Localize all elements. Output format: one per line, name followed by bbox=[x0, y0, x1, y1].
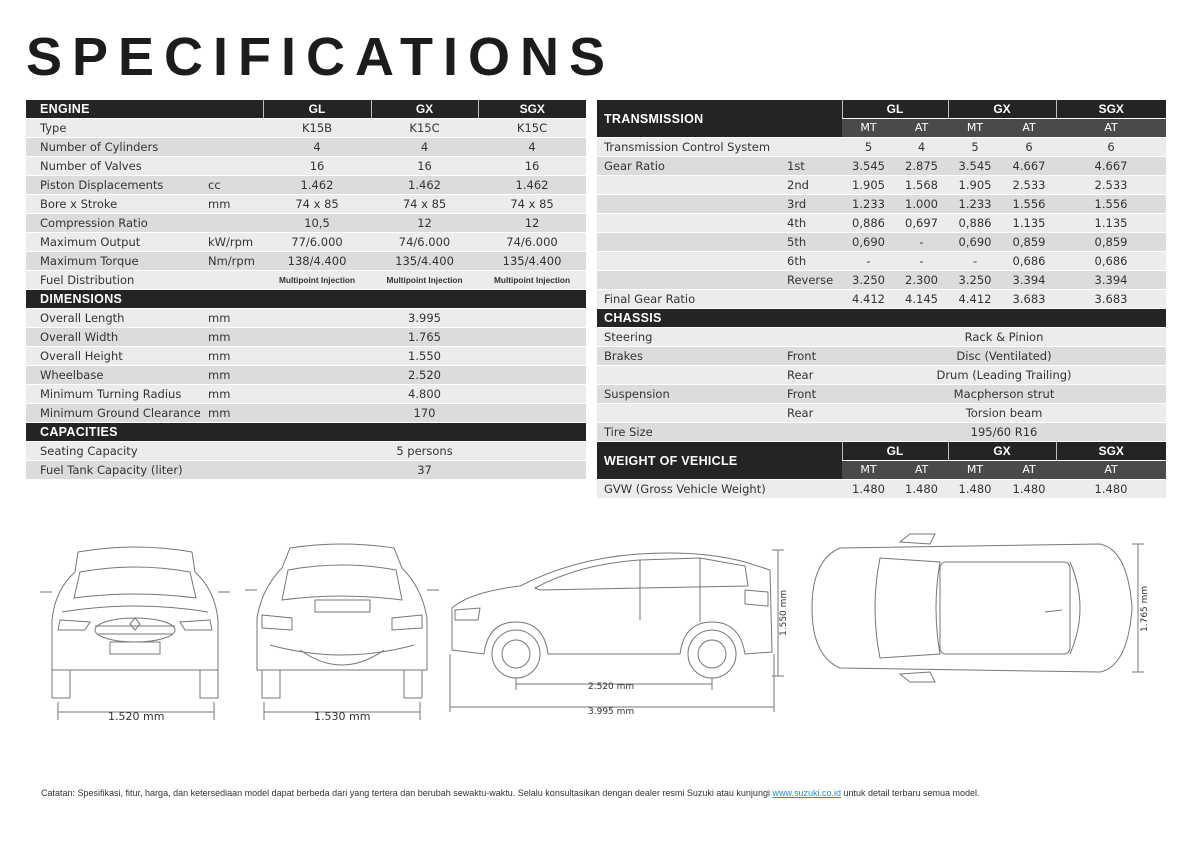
row-sub: Rear bbox=[783, 366, 842, 385]
engine-dimensions-table bbox=[26, 100, 586, 480]
cell: 0,686 bbox=[1002, 252, 1056, 271]
row-label: Final Gear Ratio bbox=[597, 290, 842, 309]
cell: 2.520 bbox=[263, 366, 586, 385]
front-track-label: 1.520 mm bbox=[108, 710, 165, 723]
row-sub: Front bbox=[783, 347, 842, 366]
cell: 170 bbox=[263, 404, 586, 423]
row-unit: mm bbox=[204, 366, 263, 385]
row-label: Type bbox=[26, 119, 204, 138]
sub-at: AT bbox=[1002, 119, 1056, 138]
cell: 1.480 bbox=[948, 480, 1002, 499]
footnote-text-end: untuk detail terbaru semua model. bbox=[840, 788, 980, 798]
row-label: Tire Size bbox=[597, 423, 783, 442]
row-unit bbox=[204, 214, 263, 233]
cell: K15B bbox=[263, 119, 371, 138]
variant-gl: GL bbox=[842, 442, 948, 461]
sub-at: AT bbox=[895, 119, 948, 138]
cell: 4.412 bbox=[842, 290, 895, 309]
length-label: 3.995 mm bbox=[588, 707, 635, 717]
table-row bbox=[597, 347, 1166, 366]
cell: - bbox=[895, 252, 948, 271]
cell: 4 bbox=[263, 138, 371, 157]
table-row bbox=[26, 195, 586, 214]
cell: 5 bbox=[948, 138, 1002, 157]
cell: 0,697 bbox=[895, 214, 948, 233]
gear-label: 1st bbox=[783, 157, 842, 176]
row-sub: Rear bbox=[783, 404, 842, 423]
cell: 4 bbox=[478, 138, 586, 157]
chassis-header-row bbox=[597, 309, 1166, 328]
cell: 3.545 bbox=[842, 157, 895, 176]
cell: 0,859 bbox=[1056, 233, 1166, 252]
cell: 0,686 bbox=[1056, 252, 1166, 271]
table-row bbox=[597, 290, 1166, 309]
row-unit: kW/rpm bbox=[204, 233, 263, 252]
table-row bbox=[597, 252, 1166, 271]
sub-at: AT bbox=[1056, 461, 1166, 480]
row-sub bbox=[783, 423, 842, 442]
table-row bbox=[26, 461, 586, 480]
cell: 1.905 bbox=[842, 176, 895, 195]
transmission-header: TRANSMISSION bbox=[597, 100, 842, 138]
cell: - bbox=[895, 233, 948, 252]
cell: 0,886 bbox=[948, 214, 1002, 233]
cell: 12 bbox=[371, 214, 478, 233]
variant-gl: GL bbox=[263, 100, 371, 119]
table-row bbox=[26, 233, 586, 252]
cell: - bbox=[948, 252, 1002, 271]
cell: 0,886 bbox=[842, 214, 895, 233]
transmission-chassis-table bbox=[597, 100, 1166, 499]
cell: 195/60 R16 bbox=[842, 423, 1166, 442]
row-label: Wheelbase bbox=[26, 366, 204, 385]
row-label: Fuel Distribution bbox=[26, 271, 204, 290]
table-row bbox=[597, 271, 1166, 290]
row-unit bbox=[204, 119, 263, 138]
cell: 3.995 bbox=[263, 309, 586, 328]
row-label: Transmission Control System bbox=[597, 138, 842, 157]
weight-header: WEIGHT OF VEHICLE bbox=[597, 442, 842, 480]
cell: 4.667 bbox=[1002, 157, 1056, 176]
chassis-header: CHASSIS bbox=[597, 309, 1166, 328]
cell: 1.480 bbox=[1002, 480, 1056, 499]
cell: Multipoint Injection bbox=[263, 271, 371, 290]
table-row bbox=[26, 404, 586, 423]
cell: 3.250 bbox=[842, 271, 895, 290]
engine-header: ENGINE bbox=[26, 100, 263, 119]
table-row bbox=[597, 214, 1166, 233]
cell: 1.480 bbox=[895, 480, 948, 499]
row-unit: cc bbox=[204, 176, 263, 195]
sub-mt: MT bbox=[948, 461, 1002, 480]
table-row bbox=[597, 385, 1166, 404]
row-unit: mm bbox=[204, 309, 263, 328]
sub-at: AT bbox=[1002, 461, 1056, 480]
cell: 5 bbox=[842, 138, 895, 157]
row-label: Overall Height bbox=[26, 347, 204, 366]
suzuki-website-link[interactable]: www.suzuki.co.id bbox=[772, 788, 841, 798]
table-row bbox=[26, 366, 586, 385]
cell: 3.394 bbox=[1002, 271, 1056, 290]
table-row bbox=[597, 233, 1166, 252]
variant-sgx: SGX bbox=[478, 100, 586, 119]
rear-track-label: 1.530 mm bbox=[314, 710, 371, 723]
cell: 4.667 bbox=[1056, 157, 1166, 176]
row-label: Compression Ratio bbox=[26, 214, 204, 233]
table-row bbox=[26, 252, 586, 271]
row-unit: mm bbox=[204, 347, 263, 366]
cell: 1.480 bbox=[842, 480, 895, 499]
cell: 3.545 bbox=[948, 157, 1002, 176]
front-view-drawing bbox=[40, 547, 230, 720]
table-row bbox=[26, 157, 586, 176]
capacities-header-row bbox=[26, 423, 586, 442]
cell: 1.462 bbox=[263, 176, 371, 195]
table-row bbox=[597, 423, 1166, 442]
row-unit: mm bbox=[204, 328, 263, 347]
cell: 4 bbox=[895, 138, 948, 157]
cell: 0,690 bbox=[842, 233, 895, 252]
cell: 138/4.400 bbox=[263, 252, 371, 271]
cell: 74/6.000 bbox=[478, 233, 586, 252]
cell: 1.480 bbox=[1056, 480, 1166, 499]
table-row bbox=[26, 309, 586, 328]
cell: Drum (Leading Trailing) bbox=[842, 366, 1166, 385]
cell: 16 bbox=[478, 157, 586, 176]
row-label bbox=[597, 366, 783, 385]
width-label: 1.765 mm bbox=[1140, 585, 1150, 632]
row-unit: mm bbox=[204, 385, 263, 404]
table-row bbox=[26, 176, 586, 195]
table-row bbox=[597, 176, 1166, 195]
cell: 74 x 85 bbox=[371, 195, 478, 214]
sub-at: AT bbox=[1056, 119, 1166, 138]
gear-label: 2nd bbox=[783, 176, 842, 195]
row-label: Seating Capacity bbox=[26, 442, 263, 461]
wheelbase-label: 2.520 mm bbox=[588, 682, 635, 692]
row-unit bbox=[204, 157, 263, 176]
cell: 1.135 bbox=[1002, 214, 1056, 233]
cell: 2.533 bbox=[1002, 176, 1056, 195]
cell: 1.000 bbox=[895, 195, 948, 214]
table-row bbox=[26, 347, 586, 366]
cell: 12 bbox=[478, 214, 586, 233]
transmission-header-row bbox=[597, 100, 1166, 119]
table-row bbox=[597, 480, 1166, 499]
sub-at: AT bbox=[895, 461, 948, 480]
row-label: Minimum Turning Radius bbox=[26, 385, 204, 404]
gear-label: Reverse bbox=[783, 271, 842, 290]
cell: 6 bbox=[1056, 138, 1166, 157]
cell: 2.875 bbox=[895, 157, 948, 176]
table-row bbox=[597, 195, 1166, 214]
variant-gx: GX bbox=[371, 100, 478, 119]
row-label: Overall Length bbox=[26, 309, 204, 328]
cell: 4.800 bbox=[263, 385, 586, 404]
sub-mt: MT bbox=[842, 119, 895, 138]
table-row bbox=[597, 366, 1166, 385]
cell: 4 bbox=[371, 138, 478, 157]
sub-mt: MT bbox=[948, 119, 1002, 138]
row-unit: Nm/rpm bbox=[204, 252, 263, 271]
cell: Torsion beam bbox=[842, 404, 1166, 423]
cell: 1.765 bbox=[263, 328, 586, 347]
rear-view-drawing bbox=[245, 544, 439, 720]
row-label: Brakes bbox=[597, 347, 783, 366]
table-row bbox=[597, 404, 1166, 423]
cell: 4.412 bbox=[948, 290, 1002, 309]
cell: Multipoint Injection bbox=[371, 271, 478, 290]
dimensions-header: DIMENSIONS bbox=[26, 290, 586, 309]
row-unit bbox=[204, 271, 263, 290]
cell: 77/6.000 bbox=[263, 233, 371, 252]
cell: 2.533 bbox=[1056, 176, 1166, 195]
cell: Rack & Pinion bbox=[842, 328, 1166, 347]
sub-mt: MT bbox=[842, 461, 895, 480]
cell: 1.233 bbox=[948, 195, 1002, 214]
row-label: Minimum Ground Clearance bbox=[26, 404, 204, 423]
cell: 74 x 85 bbox=[478, 195, 586, 214]
row-label: Gear Ratio bbox=[597, 157, 783, 176]
cell: 74 x 85 bbox=[263, 195, 371, 214]
row-label: Steering bbox=[597, 328, 783, 347]
row-label: Piston Displacements bbox=[26, 176, 204, 195]
table-row bbox=[26, 214, 586, 233]
variant-gx: GX bbox=[948, 100, 1056, 119]
gear-label: 6th bbox=[783, 252, 842, 271]
row-label: Maximum Torque bbox=[26, 252, 204, 271]
footnote bbox=[41, 788, 1141, 798]
cell: 1.568 bbox=[895, 176, 948, 195]
cell: Multipoint Injection bbox=[478, 271, 586, 290]
cell: K15C bbox=[478, 119, 586, 138]
cell: 74/6.000 bbox=[371, 233, 478, 252]
cell: 1.905 bbox=[948, 176, 1002, 195]
cell: 3.683 bbox=[1056, 290, 1166, 309]
cell: 6 bbox=[1002, 138, 1056, 157]
cell: 135/4.400 bbox=[371, 252, 478, 271]
height-label: 1.550 mm bbox=[779, 589, 789, 636]
cell: 16 bbox=[263, 157, 371, 176]
cell: 16 bbox=[371, 157, 478, 176]
cell: 135/4.400 bbox=[478, 252, 586, 271]
table-row bbox=[597, 328, 1166, 347]
top-view-drawing bbox=[812, 534, 1144, 682]
gear-label: 3rd bbox=[783, 195, 842, 214]
variant-gx: GX bbox=[948, 442, 1056, 461]
engine-header-row bbox=[26, 100, 586, 119]
table-row bbox=[597, 138, 1166, 157]
row-label: Suspension bbox=[597, 385, 783, 404]
row-sub bbox=[783, 328, 842, 347]
capacities-header: CAPACITIES bbox=[26, 423, 586, 442]
table-row bbox=[597, 157, 1166, 176]
row-unit: mm bbox=[204, 195, 263, 214]
cell: 3.394 bbox=[1056, 271, 1166, 290]
cell: 1.556 bbox=[1056, 195, 1166, 214]
cell: 0,690 bbox=[948, 233, 1002, 252]
cell: 0,859 bbox=[1002, 233, 1056, 252]
page-title: SPECIFICATIONS bbox=[26, 27, 616, 87]
cell: 10,5 bbox=[263, 214, 371, 233]
cell: 37 bbox=[263, 461, 586, 480]
cell: 2.300 bbox=[895, 271, 948, 290]
row-label: Overall Width bbox=[26, 328, 204, 347]
table-row bbox=[26, 328, 586, 347]
cell: 1.462 bbox=[371, 176, 478, 195]
row-unit bbox=[204, 138, 263, 157]
cell: 1.556 bbox=[1002, 195, 1056, 214]
row-label: Fuel Tank Capacity (liter) bbox=[26, 461, 263, 480]
cell: K15C bbox=[371, 119, 478, 138]
table-row bbox=[26, 271, 586, 290]
row-sub: Front bbox=[783, 385, 842, 404]
variant-sgx: SGX bbox=[1056, 442, 1166, 461]
row-label: Number of Cylinders bbox=[26, 138, 204, 157]
table-row bbox=[26, 385, 586, 404]
cell: 4.145 bbox=[895, 290, 948, 309]
row-label: Maximum Output bbox=[26, 233, 204, 252]
row-unit: mm bbox=[204, 404, 263, 423]
row-label: Bore x Stroke bbox=[26, 195, 204, 214]
cell: 3.683 bbox=[1002, 290, 1056, 309]
cell: 1.550 bbox=[263, 347, 586, 366]
variant-gl: GL bbox=[842, 100, 948, 119]
dimensions-header-row bbox=[26, 290, 586, 309]
row-label: Number of Valves bbox=[26, 157, 204, 176]
gear-label: 4th bbox=[783, 214, 842, 233]
footnote-text: Catatan: Spesifikasi, fitur, harga, dan ketersediaan model dapat berbeda dari yang tertera dan berubah sewaktu-waktu. Selalu konsultasikan dengan dealer resmi Suzuki atau kunjungi bbox=[41, 788, 773, 798]
gear-label: 5th bbox=[783, 233, 842, 252]
vehicle-line-art bbox=[0, 530, 1191, 730]
cell: Macpherson strut bbox=[842, 385, 1166, 404]
cell: - bbox=[842, 252, 895, 271]
cell: 5 persons bbox=[263, 442, 586, 461]
table-row bbox=[26, 119, 586, 138]
cell: 1.462 bbox=[478, 176, 586, 195]
weight-header-row bbox=[597, 442, 1166, 461]
variant-sgx: SGX bbox=[1056, 100, 1166, 119]
row-label bbox=[597, 404, 783, 423]
table-row bbox=[26, 442, 586, 461]
cell: 3.250 bbox=[948, 271, 1002, 290]
table-row bbox=[26, 138, 586, 157]
row-label: GVW (Gross Vehicle Weight) bbox=[597, 480, 842, 499]
cell: 1.233 bbox=[842, 195, 895, 214]
cell: 1.135 bbox=[1056, 214, 1166, 233]
vehicle-dimension-drawings bbox=[0, 530, 1191, 730]
cell: Disc (Ventilated) bbox=[842, 347, 1166, 366]
